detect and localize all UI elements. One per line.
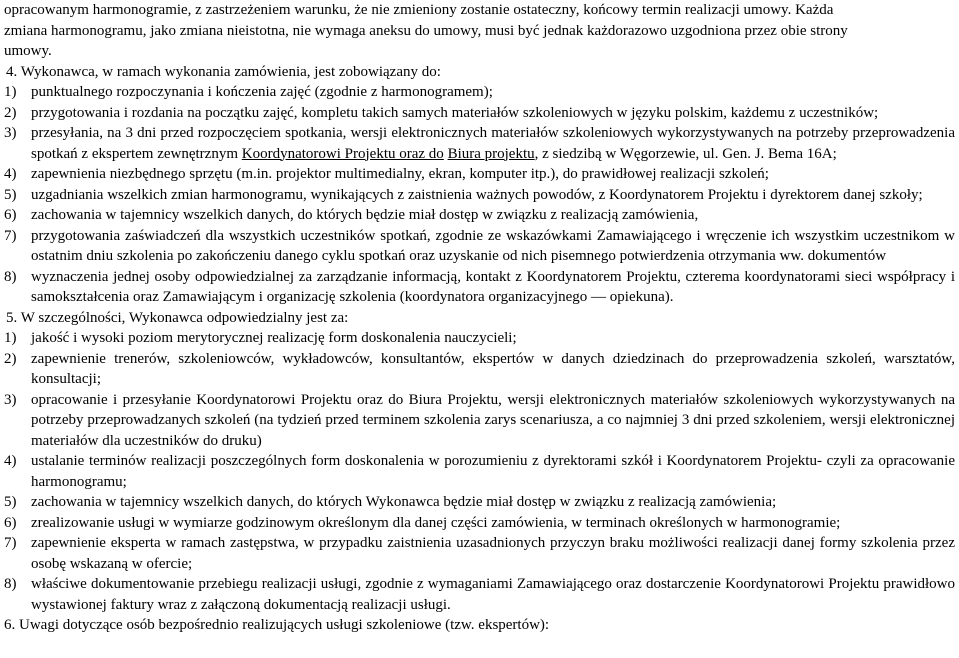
section-5-item-7: [4, 533, 955, 574]
item-text: wyznaczenia jednej osoby odpowiedzialnej za zarządzanie informacją, kontakt z Koordynatorem Projektu, czterema koordynatorami sieci współpracy i samokształcenia oraz Zamawiającym i organizację szkolenia (koordynatora organizacyjnego — opiekuna).: [31, 268, 955, 305]
intro-line-2: zmiana harmonogramu, jako zmiana nieistotna, nie wymaga aneksu do umowy, musi być jednak każdorazowo uzgodniona przez obie strony: [4, 22, 848, 39]
section-5-item-5: [4, 492, 955, 513]
section-4-item-8: [4, 267, 955, 308]
section-5-item-2: [4, 349, 955, 390]
section-4-heading: 4. Wykonawca, w ramach wykonania zamówienia, jest zobowiązany do:: [6, 63, 441, 80]
item-number: 1): [4, 330, 17, 346]
item-number: 7): [4, 227, 17, 244]
item-number: 3): [4, 125, 17, 141]
item-number: 6): [4, 514, 17, 531]
item-text-end: , z siedzibą w Węgorzewie, ul. Gen. J. Bema 16A;: [534, 145, 837, 162]
item-number: 1): [4, 84, 17, 100]
item-number: 5): [4, 186, 17, 203]
section-5-item-3: [4, 390, 955, 452]
item-text: zachowania w tajemnicy wszelkich danych, do których Wykonawca będzie miał dostęp w związku z realizacją zamówienia;: [31, 494, 777, 510]
section-5-item-4: [4, 451, 955, 492]
section-5-item-1: [4, 328, 955, 349]
item-text: zapewnienie eksperta w ramach zastępstwa, w przypadku zaistnienia uzasadnionych przyczyn braku możliwości realizacji danej formy szkolenia przez osobę wskazaną w ofercie;: [31, 535, 955, 572]
section-5-item-8: [4, 574, 955, 615]
section-4-item-1: [4, 82, 955, 103]
intro-line-1: opracowanym harmonogramie, z zastrzeżeniem warunku, że nie zmieniony zostanie ostateczny, końcowy termin realizacji umowy. Każda: [4, 2, 834, 18]
item-text: przygotowania i rozdania na początku zajęć, kompletu takich samych materiałów szkoleniowych w języku polskim, każdemu z uczestników;: [31, 104, 879, 121]
item-text: jakość i wysoki poziom merytorycznej realizację form doskonalenia nauczycieli;: [31, 330, 517, 346]
item-number: 4): [4, 166, 17, 182]
coordinator-link[interactable]: Koordynatorowi Projektu oraz do: [241, 145, 444, 162]
section-4-item-5: [4, 185, 955, 206]
item-number: 2): [4, 350, 17, 367]
item-number: 8): [4, 576, 17, 592]
section-4-item-6: [4, 205, 955, 226]
item-text: zapewnienia niezbędnego sprzętu (m.in. projektor multimedialny, ekran, komputer itp.), do prawidłowej realizacji szkoleń;: [31, 166, 769, 182]
item-text: zrealizowanie usługi w wymiarze godzinowym określonym dla danej części zamówienia, w terminach określonych w harmonogramie;: [31, 514, 841, 531]
section-6-heading: 6. Uwagi dotyczące osób bezpośrednio realizujących usługi szkoleniowe (tzw. ekspertów):: [4, 617, 550, 633]
project-office-link[interactable]: Biura projektu: [447, 145, 535, 162]
section-4-item-3: [4, 123, 955, 164]
section-4-item-7: [4, 226, 955, 267]
item-text: przesyłania, na 3 dni przed rozpoczęciem spotkania, wersji elektronicznych materiałów szkoleniowych wykorzystywanych na potrzeby przeprowadzenia spotkań z ekspertem zewnętrznym: [31, 125, 955, 162]
item-text: punktualnego rozpoczynania i kończenia zajęć (zgodnie z harmonogramem);: [31, 84, 493, 100]
intro-line-3: umowy.: [4, 43, 52, 59]
section-5-heading: 5. W szczególności, Wykonawca odpowiedzialny jest za:: [6, 309, 349, 326]
item-text: ustalanie terminów realizacji poszczególnych form doskonalenia w porozumieniu z dyrektorami szkół i Koordynatorem Projektu- czyli za opracowanie harmonogramu;: [31, 453, 955, 490]
item-number: 4): [4, 453, 17, 469]
item-number: 7): [4, 535, 17, 551]
item-text: właściwe dokumentowanie przebiegu realizacji usługi, zgodnie z wymaganiami Zamawiającego oraz dostarczenie Koordynatorowi Projektu prawidłowo wystawionej faktury wraz z załączoną dokumentacją realizacji usługi.: [31, 576, 955, 613]
item-number: 5): [4, 494, 17, 510]
section-4-item-2: [4, 103, 955, 124]
item-number: 3): [4, 391, 17, 408]
section-4-item-4: [4, 164, 955, 185]
item-number: 8): [4, 268, 17, 285]
item-number: 2): [4, 104, 17, 121]
section-5-item-6: [4, 513, 955, 534]
item-text: zachowania w tajemnicy wszelkich danych, do których będzie miał dostęp w związku z realizacją zamówienia,: [31, 207, 699, 223]
item-text: opracowanie i przesyłanie Koordynatorowi Projektu oraz do Biura Projektu, wersji elektronicznych materiałów szkoleniowych wykorzystywanych na potrzeby przeprowadzanych szkoleń (na tydzień przed terminem szkolenia zarys scenariusza, a co najmniej 3 dni przed szkoleniem, wersji elektronicznej materiałów dla uczestników do druku): [31, 391, 955, 449]
item-number: 6): [4, 207, 17, 223]
item-text: zapewnienie trenerów, szkoleniowców, wykładowców, konsultantów, ekspertów w danych dziedzinach do przeprowadzenia szkoleń, warsztatów, konsultacji;: [31, 350, 955, 387]
item-text: uzgadniania wszelkich zmian harmonogramu, wynikających z zaistnienia ważnych powodów, z Koordynatorem Projektu i dyrektorem danej szkoły;: [31, 186, 923, 203]
item-text: przygotowania zaświadczeń dla wszystkich uczestników spotkań, zgodnie ze wskazówkami Zamawiającego i wręczenie ich wszystkim uczestnikom w ostatnim dniu szkolenia po zakończeniu danego cyklu spotkań oraz uzyskanie od nich pisemnego potwierdzenia otrzymania ww. dokumentów: [31, 227, 955, 264]
